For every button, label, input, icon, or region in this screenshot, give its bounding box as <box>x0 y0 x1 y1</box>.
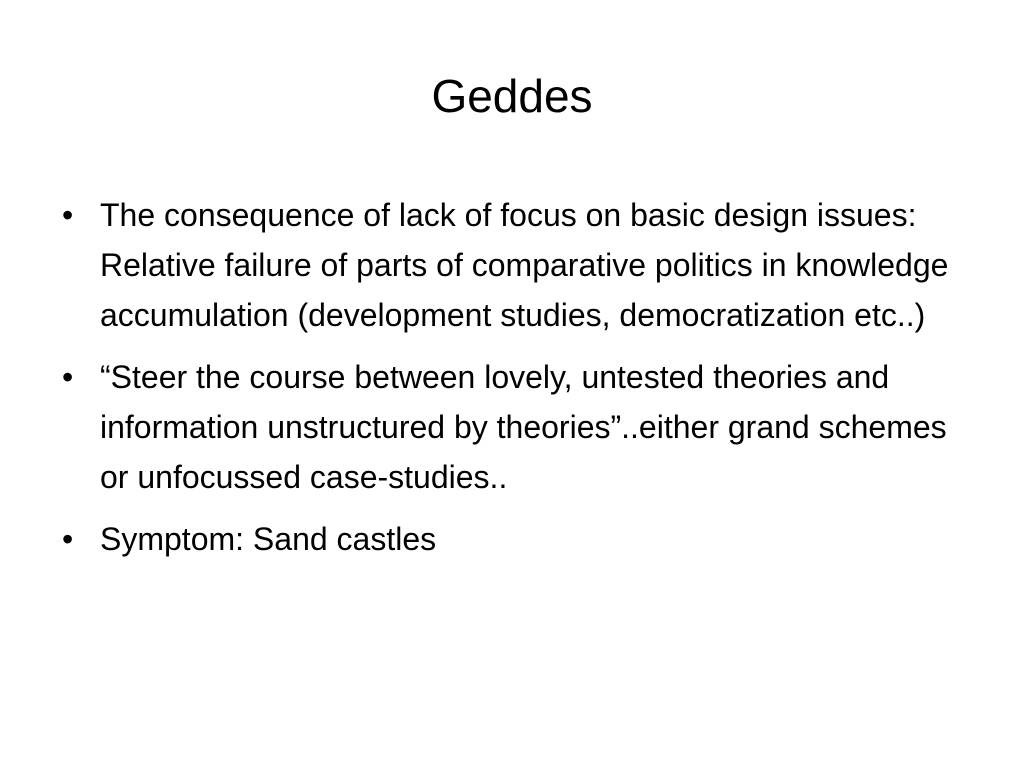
bullet-text-2: “Steer the course between lovely, untested theories and information unstructured by theories”..either grand schemes or unfocussed case-studies.. <box>100 359 947 495</box>
bullet-icon: • <box>62 197 74 233</box>
bullet-list <box>60 190 980 576</box>
bullet-text-1: The consequence of lack of focus on basic design issues: Relative failure of parts of comparative politics in knowledge accumulation (development studies, democratization etc..) <box>100 197 949 333</box>
bullet-item-3 <box>60 514 980 564</box>
bullet-icon: • <box>62 521 74 557</box>
bullet-icon: • <box>62 359 74 395</box>
slide-title: Geddes <box>431 70 593 122</box>
bullet-item-2 <box>60 352 980 502</box>
bullet-text-3: Symptom: Sand castles <box>100 521 437 557</box>
bullet-item-1 <box>60 190 980 340</box>
